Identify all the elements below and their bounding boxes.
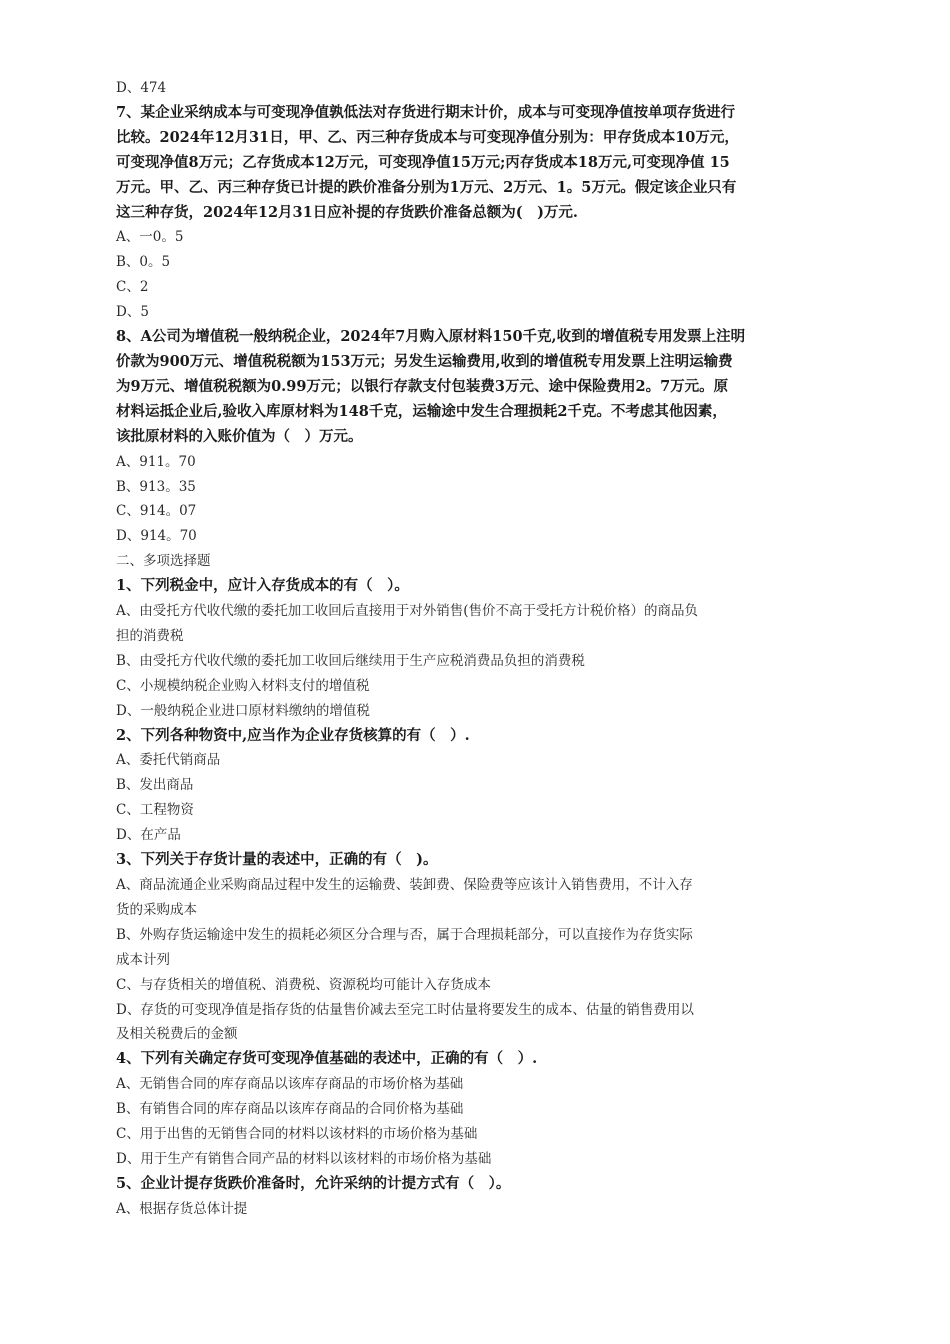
question-text-line: 1、下列税金中，应计入存货成本的有（ ）。 bbox=[116, 577, 409, 595]
option-text-line: B、0。5 bbox=[116, 254, 171, 271]
option-text-line: A、911。70 bbox=[116, 453, 196, 470]
option-text-line: D、用于生产有销售合同产品的材料以该材料的市场价格为基础 bbox=[116, 1150, 492, 1167]
option-text-line: C、工程物资 bbox=[116, 802, 194, 819]
question-text-line: 为9万元、增值税税额为0.99万元；以银行存款支付包装费3万元、途中保险费用2。7万元。原 bbox=[116, 377, 729, 395]
option-text-line: 二、多项选择题 bbox=[116, 553, 211, 570]
option-text-line: 及相关税费后的金额 bbox=[116, 1026, 238, 1043]
option-text-line: B、913。35 bbox=[116, 478, 196, 495]
option-text-line: C、与存货相关的增值税、消费税、资源税均可能计入存货成本 bbox=[116, 976, 491, 993]
option-text-line: C、小规模纳税企业购入材料支付的增值税 bbox=[116, 677, 370, 694]
option-text-line: A、由受托方代收代缴的委托加工收回后直接用于对外销售(售价不高于受托方计税价格）的商品负 bbox=[116, 603, 699, 620]
question-text-line: 比较。2024年12月31日，甲、乙、丙三种存货成本与可变现净值分别为：甲存货成本10万元， bbox=[116, 128, 739, 146]
question-text-line: 这三种存货，2024年12月31日应补提的存货跌价准备总额为( )万元. bbox=[116, 203, 578, 221]
option-text-line: D、914。70 bbox=[116, 528, 197, 545]
question-text-line: 万元。甲、乙、丙三种存货已计提的跌价准备分别为1万元、2万元、1。5万元。假定该企业只有 bbox=[116, 178, 737, 196]
option-text-line: D、在产品 bbox=[116, 827, 181, 844]
option-text-line: A、无销售合同的库存商品以该库存商品的市场价格为基础 bbox=[116, 1076, 464, 1093]
option-text-line: D、存货的可变现净值是指存货的估量售价减去至完工时估量将要发生的成本、估量的销售费用以 bbox=[116, 1001, 694, 1018]
option-text-line: B、外购存货运输途中发生的损耗必须区分合理与否，属于合理损耗部分，可以直接作为存货实际 bbox=[116, 926, 693, 943]
question-text-line: 3、下列关于存货计量的表述中，正确的有（ )。 bbox=[116, 851, 438, 869]
question-text-line: 2、下列各种物资中,应当作为企业存货核算的有（ ）. bbox=[116, 726, 470, 744]
question-text-line: 价款为900万元、增值税税额为153万元；另发生运输费用,收到的增值税专用发票上注明运输费 bbox=[116, 352, 733, 370]
option-text-line: A、商品流通企业采购商品过程中发生的运输费、装卸费、保险费等应该计入销售费用，不计入存 bbox=[116, 877, 693, 893]
option-text-line: C、2 bbox=[116, 279, 149, 296]
option-text-line: D、5 bbox=[116, 304, 149, 321]
option-text-line: A、一0。5 bbox=[116, 229, 184, 246]
option-text-line: D、474 bbox=[116, 80, 167, 96]
option-text-line: B、有销售合同的库存商品以该库存商品的合同价格为基础 bbox=[116, 1101, 464, 1118]
question-text-line: 5、企业计提存货跌价准备时，允许采纳的计提方式有（ ）。 bbox=[116, 1174, 511, 1192]
option-text-line: 成本计列 bbox=[116, 951, 170, 968]
question-text-line: 可变现净值8万元；乙存货成本12万元，可变现净值15万元;丙存货成本18万元,可变现净值 15 bbox=[116, 153, 730, 171]
option-text-line: B、由受托方代收代缴的委托加工收回后继续用于生产应税消费品负担的消费税 bbox=[116, 652, 585, 669]
question-text-line: 4、下列有关确定存货可变现净值基础的表述中，正确的有（ ）. bbox=[116, 1050, 538, 1068]
question-text-line: 8、A公司为增值税一般纳税企业，2024年7月购入原材料150千克,收到的增值税专用发票上注明 bbox=[116, 328, 746, 346]
option-text-line: C、914。07 bbox=[116, 503, 197, 520]
question-text-line: 该批原材料的入账价值为（ ）万元。 bbox=[116, 427, 363, 445]
option-text-line: B、发出商品 bbox=[116, 777, 194, 794]
document-page bbox=[116, 76, 836, 1222]
option-text-line: C、用于出售的无销售合同的材料以该材料的市场价格为基础 bbox=[116, 1126, 478, 1143]
option-text-line: 货的采购成本 bbox=[116, 901, 197, 918]
option-text-line: 担的消费税 bbox=[116, 627, 184, 644]
question-text-line: 材料运抵企业后,验收入库原材料为148千克，运输途中发生合理损耗2千克。不考虑其他因素， bbox=[116, 402, 727, 420]
option-text-line: A、根据存货总体计提 bbox=[116, 1200, 248, 1217]
option-text-line: A、委托代销商品 bbox=[116, 752, 221, 769]
option-text-line: D、一般纳税企业进口原材料缴纳的增值税 bbox=[116, 702, 370, 719]
question-text-line: 7、某企业采纳成本与可变现净值孰低法对存货进行期末计价，成本与可变现净值按单项存货进行 bbox=[116, 103, 736, 121]
